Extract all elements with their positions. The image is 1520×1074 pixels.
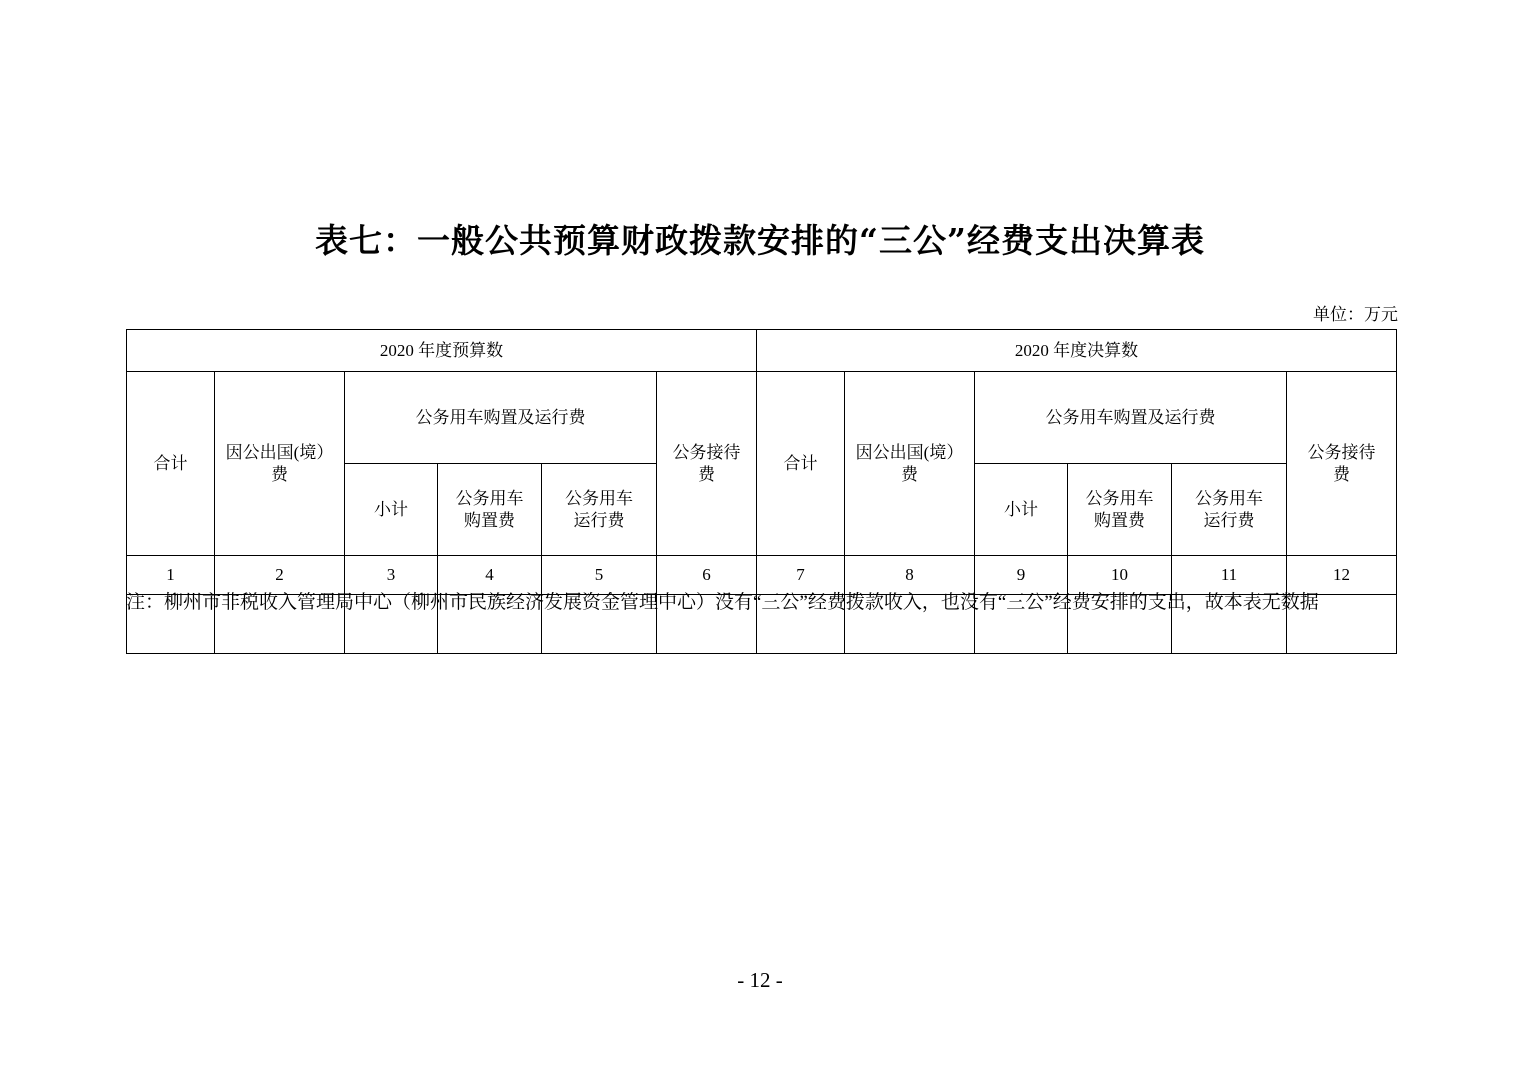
group-header-budget: 2020 年度预算数 (127, 330, 757, 372)
header-final-purchase-line2: 购置费 (1094, 510, 1145, 530)
header-budget-operation-line1: 公务用车 (565, 488, 633, 508)
header-budget-purchase (438, 464, 542, 556)
column-number-cell: 7 (757, 556, 845, 595)
page-title: 表七：一般公共预算财政拨款安排的“三公”经费支出决算表 (315, 221, 1205, 260)
column-number-cell: 3 (345, 556, 438, 595)
column-number-cell: 2 (215, 556, 345, 595)
header-final-operation (1172, 464, 1287, 556)
header-budget-operation-line2: 运行费 (573, 510, 625, 530)
header-final-purchase (1068, 464, 1172, 556)
column-number-cell: 12 (1287, 556, 1397, 595)
header-final-abroad-line2: 费 (901, 464, 918, 484)
column-number-cell: 10 (1068, 556, 1172, 595)
table-row-column-headers (127, 372, 1397, 464)
column-number-cell: 6 (657, 556, 757, 595)
header-budget-reception-line2: 费 (698, 464, 715, 484)
column-number-cell: 1 (127, 556, 215, 595)
header-final-reception-line1: 公务接待 (1307, 442, 1376, 462)
column-number-cell: 11 (1172, 556, 1287, 595)
header-final-purchase-line1: 公务用车 (1085, 488, 1154, 508)
header-final-total: 合计 (757, 372, 845, 556)
header-budget-total: 合计 (127, 372, 215, 556)
header-final-abroad-line1: 因公出国(境） (855, 442, 964, 462)
header-final-vehicle-group: 公务用车购置及运行费 (975, 372, 1287, 464)
header-budget-purchase-line2: 购置费 (464, 510, 515, 530)
unit-label: 单位：万元 (1313, 305, 1398, 324)
header-final-reception (1287, 372, 1397, 556)
header-budget-abroad-line2: 费 (271, 464, 288, 484)
header-budget-purchase-line1: 公务用车 (455, 488, 524, 508)
header-final-operation-line2: 运行费 (1203, 510, 1255, 530)
table-row-group-headers (127, 330, 1397, 372)
header-budget-reception-line1: 公务接待 (672, 442, 741, 462)
header-final-reception-line2: 费 (1333, 464, 1350, 484)
column-number-cell: 5 (542, 556, 657, 595)
header-budget-operation (542, 464, 657, 556)
header-budget-abroad-line1: 因公出国(境） (225, 442, 334, 462)
column-number-cell: 9 (975, 556, 1068, 595)
page-number: - 12 - (737, 968, 783, 992)
header-budget-abroad (215, 372, 345, 556)
table-note: 注：柳州市非税收入管理局中心（柳州市民族经济发展资金管理中心）没有“三公”经费拨款收入，也没有“三公”经费安排的支出，故本表无数据 (126, 592, 1319, 613)
column-number-cell: 4 (438, 556, 542, 595)
header-final-abroad (845, 372, 975, 556)
header-budget-vehicle-group: 公务用车购置及运行费 (345, 372, 657, 464)
header-final-subtotal: 小计 (975, 464, 1068, 556)
header-budget-reception (657, 372, 757, 556)
group-header-final: 2020 年度决算数 (757, 330, 1397, 372)
header-budget-subtotal: 小计 (345, 464, 438, 556)
column-number-cell: 8 (845, 556, 975, 595)
header-final-operation-line1: 公务用车 (1195, 488, 1263, 508)
